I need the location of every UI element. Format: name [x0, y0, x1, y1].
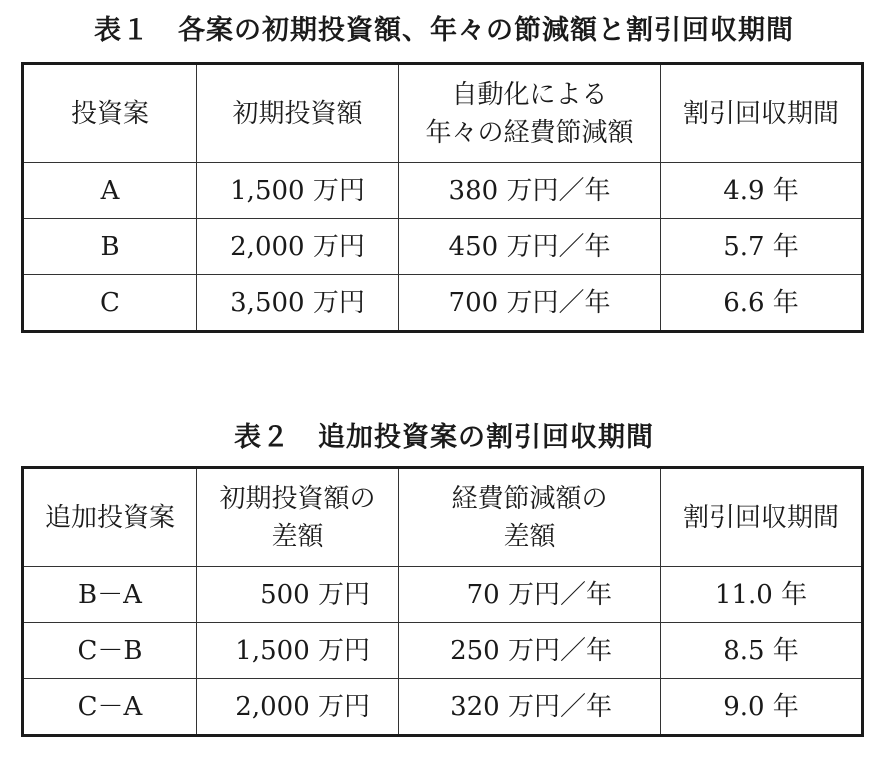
table-row	[23, 275, 863, 332]
table1-caption: 表１ 各案の初期投資額、年々の節減額と割引回収期間	[94, 15, 794, 46]
header-savings-difference-line2: 差額	[503, 521, 556, 552]
payback-cell: 6.6 年	[661, 275, 863, 332]
initial-cell: 1,500 万円	[197, 623, 399, 679]
table-row	[23, 219, 863, 275]
header-incremental-plan: 追加投資案	[23, 468, 197, 567]
initial-cell: 1,500 万円	[197, 163, 399, 219]
savings-cell: 700 万円／年	[399, 275, 661, 332]
payback-cell: 5.7 年	[661, 219, 863, 275]
savings-cell: 450 万円／年	[399, 219, 661, 275]
header-initial-difference-line2: 差額	[271, 521, 324, 552]
initial-cell: 3,500 万円	[197, 275, 399, 332]
header-annual-savings	[399, 64, 661, 163]
payback-cell: 8.5 年	[661, 623, 863, 679]
header-annual-savings-line2: 年々の経費節減額	[425, 117, 634, 148]
header-savings-difference	[399, 468, 661, 567]
table-row	[23, 623, 863, 679]
header-savings-difference-line1: 経費節減額の	[451, 483, 608, 514]
header-initial-difference-line1: 初期投資額の	[219, 483, 376, 514]
plan-cell: B－A	[23, 567, 197, 623]
initial-cell: 2,000 万円	[197, 679, 399, 736]
header-annual-savings-line1: 自動化による	[451, 79, 608, 110]
initial-cell: 2,000 万円	[197, 219, 399, 275]
plan-cell: A	[23, 163, 197, 219]
initial-cell: 500 万円	[197, 567, 399, 623]
plan-cell: B	[23, 219, 197, 275]
investment-plans-table	[21, 62, 864, 333]
savings-cell: 250 万円／年	[399, 623, 661, 679]
header-payback-period: 割引回収期間	[661, 64, 863, 163]
plan-cell: C	[23, 275, 197, 332]
plan-cell: C－A	[23, 679, 197, 736]
table-header-row	[23, 64, 863, 163]
table-row	[23, 163, 863, 219]
table-header-row	[23, 468, 863, 567]
table-row	[23, 679, 863, 736]
header-initial-investment: 初期投資額	[197, 64, 399, 163]
savings-cell: 380 万円／年	[399, 163, 661, 219]
payback-cell: 11.0 年	[661, 567, 863, 623]
plan-cell: C－B	[23, 623, 197, 679]
header-payback-period: 割引回収期間	[661, 468, 863, 567]
savings-cell: 320 万円／年	[399, 679, 661, 736]
payback-cell: 9.0 年	[661, 679, 863, 736]
header-plan: 投資案	[23, 64, 197, 163]
header-initial-difference	[197, 468, 399, 567]
savings-cell: 70 万円／年	[399, 567, 661, 623]
payback-cell: 4.9 年	[661, 163, 863, 219]
incremental-investment-table	[21, 466, 864, 737]
table2-caption: 表２ 追加投資案の割引回収期間	[234, 422, 654, 453]
table-row	[23, 567, 863, 623]
